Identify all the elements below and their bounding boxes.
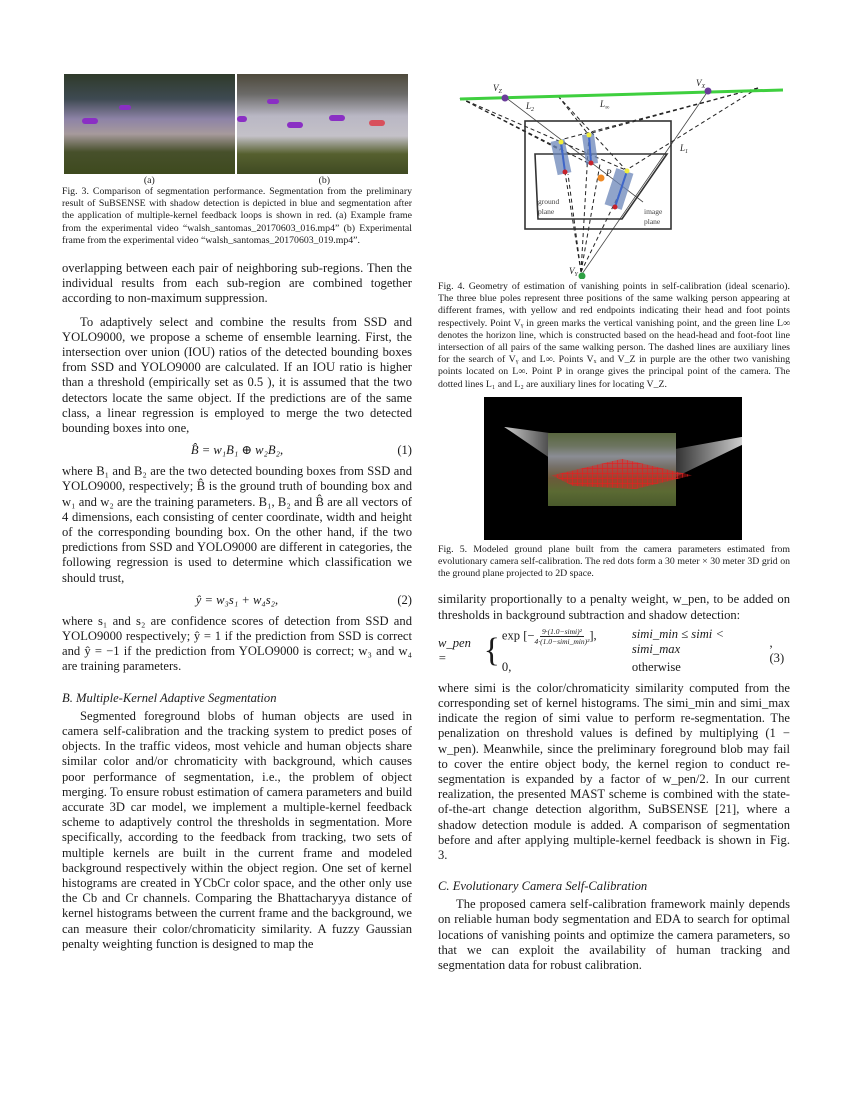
case-1-expression: exp [− $\frac{\text{9·(1.0−simi)²}}{\text{4·(1.0−simi\_min)²}}$ ], bbox=[501, 626, 597, 646]
svg-text:L2: $L_2$ bbox=[526, 101, 535, 113]
paragraph: where s₁ and s₂ are confidence scores of detection from SSD and YOLO9000 respectively; ŷ = 1 if the prediction from SSD is correct and ŷ = −1 if the prediction from YOLO9000 is correct; w₃ and w₄ are training parameters. bbox=[62, 613, 412, 674]
paragraph: To adaptively select and combine the results from SSD and YOLO9000, we propose a scheme of ensemble learning. First, the intersection over union (IOU) ratios of the detected bounding boxes from SSD and YOLO9000 are calculated. If an IOU ratio is higher than a threshold (empirically set as 0.5 ), it is assumed that the two detectors locate the same object. If the predictions are of the same class, a linear regression is employed to merge the two detected bounding boxes into one, bbox=[62, 314, 412, 436]
segmented-car bbox=[82, 118, 98, 124]
equation-2-number: (2) bbox=[397, 592, 412, 607]
case-2-condition: otherwise bbox=[631, 659, 681, 674]
segmented-car bbox=[329, 115, 345, 121]
svg-text:plane: plane bbox=[538, 207, 555, 216]
svg-text:VZ: $V_Z$ bbox=[493, 83, 502, 95]
segmented-car bbox=[287, 122, 303, 128]
figure-4-diagram bbox=[438, 74, 790, 279]
svg-text:VY: $V_Y$ bbox=[569, 266, 578, 278]
sublabel-a: (a) bbox=[143, 175, 155, 186]
left-column bbox=[62, 74, 412, 952]
figure-4-caption: Fig. 4. Geometry of estimation of vanishing points in self-calibration (ideal scenario). The three blue poles represent three positions of the same walking person appearing at different frames, with yellow and red endpoints indicating their head and foot points respectively. Point Vᵧ in green marks the vertical vanishing point, and the green line L∞ denotes the horizon line, which is constructed based on the head-head and foot-foot line intersection of all pairs of the same walking person. The dashed lines are auxiliary lines for the search of Vᵧ and L∞. Points Vₓ and V_Z in purple are the other two vanishing points located on L∞. Point P in orange gives the principal point of the camera. The dotted lines L₁ and L₂ are auxiliary lines for locating V_Z. bbox=[438, 281, 790, 390]
equation-3-lhs: w_pen = bbox=[438, 635, 471, 665]
camera-frustum-right bbox=[676, 437, 742, 477]
figure-5-caption: Fig. 5. Modeled ground plane built from the camera parameters estimated from evolutionary camera self-calibration. The red dots form a 30 meter × 30 meter 3D grid on the ground plane projected to 2D space. bbox=[438, 543, 790, 580]
equation-3 bbox=[438, 627, 790, 675]
svg-text:VX: $V_X$ bbox=[696, 78, 706, 90]
svg-text:L∞: $L_\infty$ bbox=[600, 99, 610, 111]
figure-3-caption: Fig. 3. Comparison of segmentation performance. Segmentation from the preliminary result of SuBSENSE with shadow detection is depicted in blue and segmentation after the application of multiple-kernel feedback loops is shown in red. (a) Example frame from the experimental video “walsh_santomas_20170603_016.mp4” (b) Experimental frame from the experimental video “walsh_santomas_20170603_019.mp4”. bbox=[62, 186, 412, 246]
right-column bbox=[438, 74, 790, 973]
equation-1 bbox=[62, 439, 412, 461]
case-1-numerator: 9·(1.0−simi)² bbox=[542, 626, 582, 636]
paragraph: overlapping between each pair of neighboring sub-regions. Then the individual results from each sub-region are combined together according to non-maximum suppression. bbox=[62, 261, 412, 306]
paragraph: where B₁ and B₂ are the two detected bounding boxes from SSD and YOLO9000, respectively; B̂ is the ground truth of bounding box and w₁ and w₂ are the training parameters. B₁, B₂ and B̂ are all vectors of 4 dimensions, each consisting of center coordinate, width and height of the corresponding bounding box. On the other hand, if the two predictions from SSD and YOLO9000 are different in categories, the following regression is used to determine which classification we should trust, bbox=[62, 464, 412, 585]
svg-text:ground: ground bbox=[538, 197, 560, 206]
equation-1-expr: B̂ = w₁B₁ ⊕ w₂B₂, bbox=[190, 443, 284, 458]
equation-1-number: (1) bbox=[397, 443, 412, 458]
svg-text:image: image bbox=[644, 207, 663, 216]
paragraph: where simi is the color/chromaticity similarity computed from the corresponding set of kernel histograms. The simi_min and simi_max indicate the region of simi value to perform re-segmentation. The penalization on threshold values is defined by multiplying (1 − w_pen). Meanwhile, since the preliminary foreground blob may fail to cover the entire object body, the kernel region to conduct re-segmentation is expanded by a factor of w_pen/2. In our current realization, the presented MAST scheme is combined with the state-of-the-art change detection algorithm, SuBSENSE [21], where a shadow detection module is added. A comparison of segmentation before and after applying multiple-kernel feedback is shown in Fig. 3. bbox=[438, 680, 790, 863]
paragraph: The proposed camera self-calibration framework mainly depends on reliable human body segmentation and EDA to search for optimal locations of vanishing points and optimize the camera parameters, so that we can exploit the availability of human tracking and segmentation data for robust calibration. bbox=[438, 897, 790, 973]
camera-frustum-left bbox=[504, 427, 554, 461]
paragraph: similarity proportionally to a penalty weight, w_pen, to be added on thresholds in background subtraction and shadow detection: bbox=[438, 592, 790, 622]
segmented-car bbox=[237, 116, 247, 122]
equation-3-brace: { bbox=[483, 631, 500, 669]
case-1-denominator: 4·(1.0−simi_min)² bbox=[534, 636, 590, 646]
equation-2 bbox=[62, 589, 412, 611]
svg-text:P: P bbox=[606, 168, 612, 178]
figure-5-image bbox=[484, 397, 742, 540]
svg-text:plane: plane bbox=[644, 217, 661, 226]
figure-3-images bbox=[64, 74, 408, 174]
figure-3-sublabels bbox=[62, 174, 412, 186]
paragraph: Segmented foreground blobs of human objects are used in camera self-calibration and the tracking system to predict poses of objects. In the traffic videos, most vehicle and human objects share similar color and/or chromaticity with background, which causes poor performance of segmentation, i.e., the problem of object merging. To ensure robust estimation of camera parameters and build accurate 3D car model, we implement a multiple-kernel feedback scheme to adaptively control the thresholds in segmentation. More specifically, according to the feedback from tracking, two sets of multiple kernels are built in the current frame and modeled background respectively within the object region. One set of kernel histograms are created in YCbCr color space, and the other only use the Cb and Cr channels. Comparing the Bhattacharyya distance of kernel histograms between the current frame and the background, we can measure their color/chromaticity similarity. A fuzzy Gaussian penalty weighting function is designed to map the bbox=[62, 708, 412, 951]
equation-2-expr: ŷ = w₃s₁ + w₄s₂, bbox=[195, 592, 279, 607]
case-2-expression: 0, bbox=[501, 659, 512, 674]
figure-3b-image bbox=[237, 74, 408, 174]
vanishing-points-diagram bbox=[438, 74, 790, 279]
section-heading-c: C. Evolutionary Camera Self-Calibration bbox=[438, 879, 648, 894]
case-1-condition: simi_min ≤ simi < simi_max bbox=[631, 626, 724, 656]
segmented-car bbox=[119, 105, 131, 110]
segmented-car bbox=[267, 99, 279, 104]
sublabel-b: (b) bbox=[318, 175, 331, 186]
segmented-car-red bbox=[369, 120, 385, 126]
section-heading-b: B. Multiple-Kernel Adaptive Segmentation bbox=[62, 690, 277, 705]
figure-3a-image bbox=[64, 74, 235, 174]
equation-3-cases bbox=[502, 627, 770, 675]
svg-text:L1: $L_1$ bbox=[680, 143, 689, 155]
equation-3-number: , (3) bbox=[769, 635, 785, 665]
